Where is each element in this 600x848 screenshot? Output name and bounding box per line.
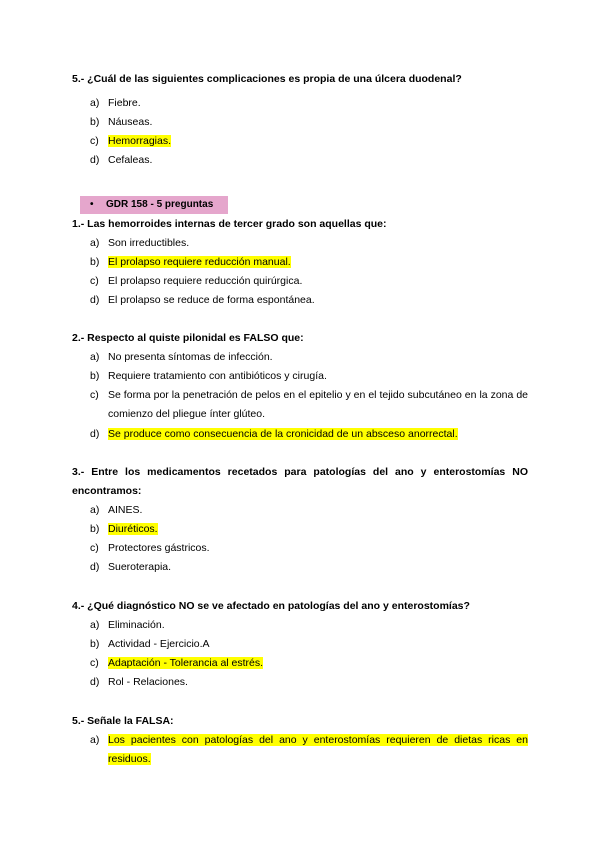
option-text: Se forma por la penetración de pelos en el epitelio y en el tejido subcutáneo en la zona de comienzo del pliegue ínter glúteo. <box>108 389 528 420</box>
answer-option <box>90 731 528 769</box>
option-text: Sueroterapia. <box>108 561 172 573</box>
answer-option <box>90 539 528 558</box>
option-letter: d) <box>90 561 100 573</box>
answer-option <box>90 113 528 132</box>
option-text: El prolapso se reduce de forma espontánea. <box>108 294 315 306</box>
option-letter: a) <box>90 97 100 109</box>
option-text: Rol - Relaciones. <box>108 676 188 688</box>
answer-option <box>90 386 528 424</box>
answer-option <box>90 673 528 692</box>
option-text-highlighted: Diuréticos. <box>108 523 158 535</box>
answer-option <box>90 520 528 539</box>
option-text: No presenta síntomas de infección. <box>108 351 273 363</box>
answer-option <box>90 348 528 367</box>
question-title: 1.- Las hemorroides internas de tercer grado son aquellas que: <box>72 218 387 230</box>
question-title: 4.- ¿Qué diagnóstico NO se ve afectado en patologías del ano y enterostomías? <box>72 600 470 612</box>
option-text-highlighted: Los pacientes con patologías del ano y enterostomías requieren de dietas ricas en residuos. <box>108 734 528 765</box>
answer-option <box>90 635 528 654</box>
option-letter: c) <box>90 657 99 669</box>
option-text-highlighted: Se produce como consecuencia de la cronicidad de un absceso anorrectal. <box>108 428 458 440</box>
answer-option <box>90 367 528 386</box>
option-letter: b) <box>90 523 100 535</box>
option-text-highlighted: Adaptación - Tolerancia al estrés. <box>108 657 264 669</box>
bullet-icon: • <box>90 199 94 210</box>
option-letter: a) <box>90 237 100 249</box>
option-text: Cefaleas. <box>108 154 153 166</box>
answer-option <box>90 654 528 673</box>
answer-option <box>90 151 528 170</box>
option-letter: c) <box>90 275 99 287</box>
answer-option <box>90 94 528 113</box>
option-text: El prolapso requiere reducción quirúrgica. <box>108 275 303 287</box>
option-letter: a) <box>90 734 100 746</box>
option-letter: b) <box>90 638 100 650</box>
answer-option <box>90 616 528 635</box>
option-letter: c) <box>90 542 99 554</box>
option-text: Náuseas. <box>108 116 153 128</box>
answer-option <box>90 425 528 444</box>
question-title: 2.- Respecto al quiste pilonidal es FALSO que: <box>72 332 304 344</box>
option-text: Protectores gástricos. <box>108 542 210 554</box>
option-text: AINES. <box>108 504 143 516</box>
option-text-highlighted: Hemorragias. <box>108 135 172 147</box>
option-letter: d) <box>90 294 100 306</box>
answer-option <box>90 253 528 272</box>
option-letter: a) <box>90 351 100 363</box>
option-text: Son irreductibles. <box>108 237 190 249</box>
option-letter: d) <box>90 428 100 440</box>
answer-option <box>90 291 528 310</box>
section-label: GDR 158 - 5 preguntas <box>106 199 214 210</box>
question-title: 5.- Señale la FALSA: <box>72 715 174 727</box>
question-title: 3.- Entre los medicamentos recetados para patologías del ano y enterostomías NO encontramos: <box>72 466 528 497</box>
option-letter: b) <box>90 256 100 268</box>
answer-option <box>90 132 528 151</box>
section-header <box>80 196 228 214</box>
option-letter: b) <box>90 370 100 382</box>
option-text: Requiere tratamiento con antibióticos y cirugía. <box>108 370 327 382</box>
answer-option <box>90 558 528 577</box>
option-text-highlighted: El prolapso requiere reducción manual. <box>108 256 291 268</box>
question-title: 5.- ¿Cuál de las siguientes complicaciones es propia de una úlcera duodenal? <box>72 73 462 85</box>
option-letter: b) <box>90 116 100 128</box>
option-letter: a) <box>90 504 100 516</box>
answer-option <box>90 234 528 253</box>
option-letter: c) <box>90 389 99 401</box>
option-text: Eliminación. <box>108 619 165 631</box>
option-letter: a) <box>90 619 100 631</box>
option-text: Fiebre. <box>108 97 141 109</box>
option-text: Actividad - Ejercicio.A <box>108 638 210 650</box>
option-letter: d) <box>90 154 100 166</box>
option-letter: c) <box>90 135 99 147</box>
answer-option <box>90 501 528 520</box>
answer-option <box>90 272 528 291</box>
option-letter: d) <box>90 676 100 688</box>
